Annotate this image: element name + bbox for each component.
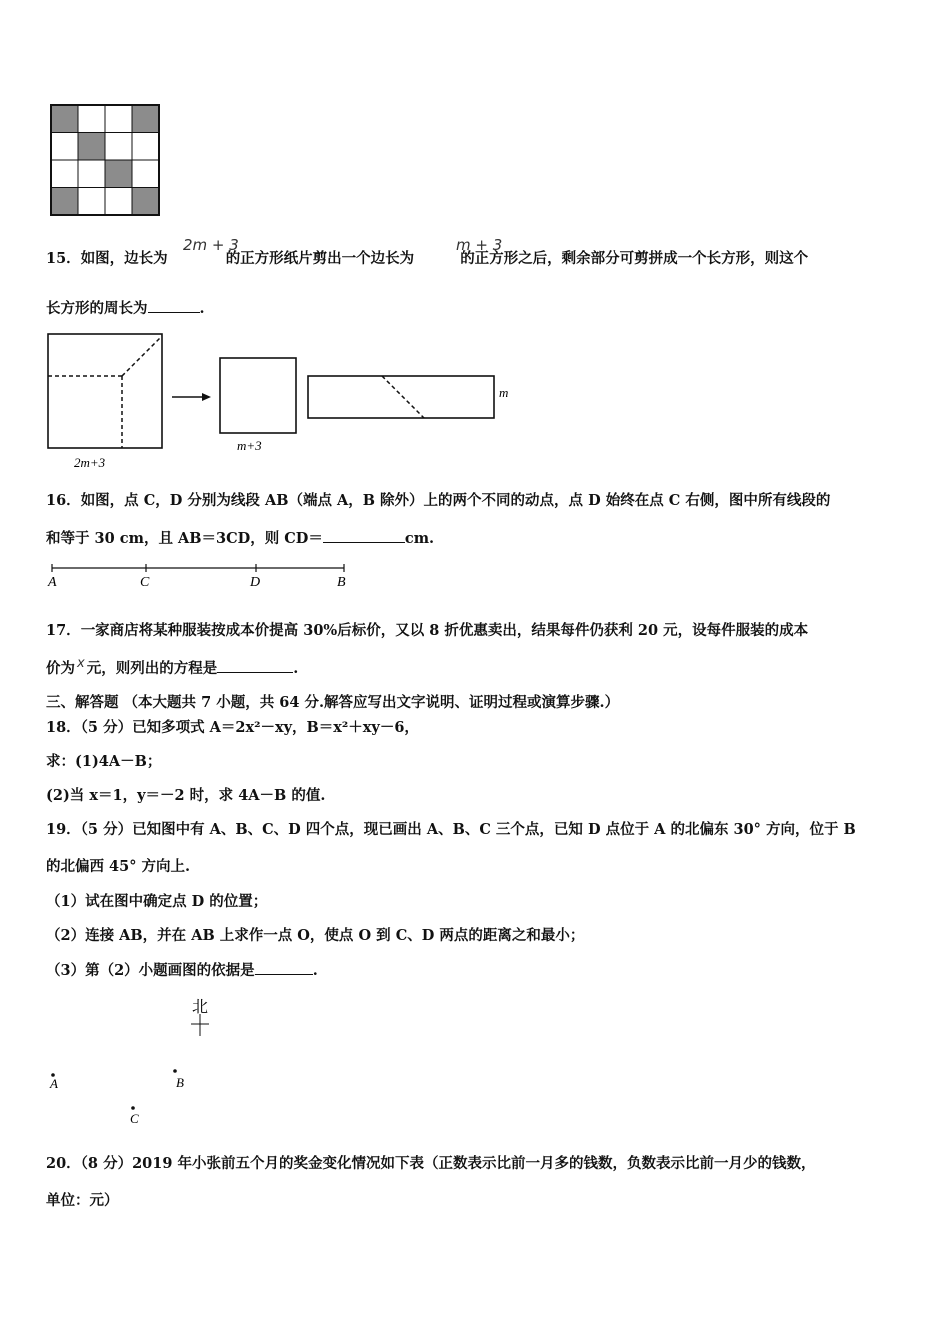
- q16-point-d: D: [250, 575, 261, 590]
- section3-heading: 三、解答题 （本大题共 7 小题，共 64 分.解答应写出文字说明、证明过程或演算步骤.）: [46, 694, 620, 711]
- q19-sub1: （1）试在图中确定点 D 的位置；: [46, 893, 268, 910]
- q18-line3: (2)当 x＝1，y＝－2 时，求 4A－B 的值.: [46, 787, 326, 804]
- q19-sub3: （3）第（2）小题画图的依据是 .: [46, 962, 318, 979]
- q18-line2: 求：(1)4A－B；: [46, 753, 162, 770]
- point-a-label: A: [50, 1076, 58, 1091]
- grid-cell-shaded: [78, 133, 105, 161]
- point-c-label: C: [130, 1111, 139, 1126]
- q19-figure: [44, 992, 244, 1128]
- q17-line2: 价为 x 元，则列出的方程是 .: [46, 656, 299, 677]
- q16-point-b: B: [337, 575, 346, 590]
- q15-label-big: 2m+3: [74, 455, 106, 470]
- q16-point-c: C: [140, 575, 150, 590]
- q16-line2: 和等于 30 cm，且 AB＝3CD，则 CD＝ cm.: [46, 530, 435, 547]
- q17-answer-blank[interactable]: [217, 658, 293, 673]
- q17-var: x: [77, 656, 85, 671]
- point-b-label: B: [176, 1075, 184, 1090]
- grid-figure: [50, 104, 162, 218]
- q18-line1: 18．（5 分）已知多项式 A＝2x²－xy，B＝x²＋xy－6，: [46, 719, 419, 736]
- q15-expr1: 2m + 3: [183, 236, 239, 254]
- point-b-dot: [173, 1069, 177, 1073]
- grid-cell-shaded: [132, 105, 159, 133]
- q15-line1: 15．如图，边长为 的正方形纸片剪出一个边长为 的正方形之后，剩余部分可剪拼成一个长方形，则这个: [46, 250, 809, 267]
- q16-segment-figure: [44, 560, 364, 592]
- grid-cell-shaded: [105, 160, 132, 188]
- q15-label-rect: m: [499, 385, 509, 400]
- q19-sub2: （2）连接 AB，并在 AB 上求作一点 O，使点 O 到 C、D 两点的距离之和最小；: [46, 927, 585, 944]
- point-c-dot: [131, 1106, 135, 1110]
- q19-line1: 19．（5 分）已知图中有 A、B、C、D 四个点，现已画出 A、B、C 三个点，已知 D 点位于 A 的北偏东 30° 方向，位于 B: [46, 821, 856, 838]
- q19-line2: 的北偏西 45° 方向上.: [46, 858, 191, 875]
- grid-cell-shaded: [132, 188, 159, 216]
- q15-line2: 长方形的周长为 .: [46, 300, 205, 317]
- north-label: 北: [192, 999, 209, 1016]
- q17-line1: 17．一家商店将某种服装按成本价提高 30%后标价，又以 8 折优惠卖出，结果每件仍获利 20 元，设每件服装的成本: [46, 622, 809, 639]
- q15-answer-blank[interactable]: [148, 298, 200, 313]
- q20-line2: 单位：元）: [46, 1192, 119, 1209]
- grid-cell-shaded: [51, 105, 78, 133]
- q15-label-small: m+3: [237, 438, 262, 453]
- q16-point-a: A: [48, 575, 57, 590]
- grid-cell-shaded: [51, 188, 78, 216]
- q16-answer-blank[interactable]: [323, 528, 405, 543]
- q20-line1: 20．（8 分）2019 年小张前五个月的奖金变化情况如下表（正数表示比前一月多的钱数，负数表示比前一月少的钱数，: [46, 1155, 816, 1172]
- q16-line1: 16．如图，点 C，D 分别为线段 AB（端点 A，B 除外）上的两个不同的动点，点 D 始终在点 C 右侧，图中所有线段的: [46, 492, 831, 509]
- q15-figure: [44, 330, 524, 472]
- q15-expr2: m + 3: [456, 236, 503, 254]
- q19-answer-blank[interactable]: [255, 960, 313, 975]
